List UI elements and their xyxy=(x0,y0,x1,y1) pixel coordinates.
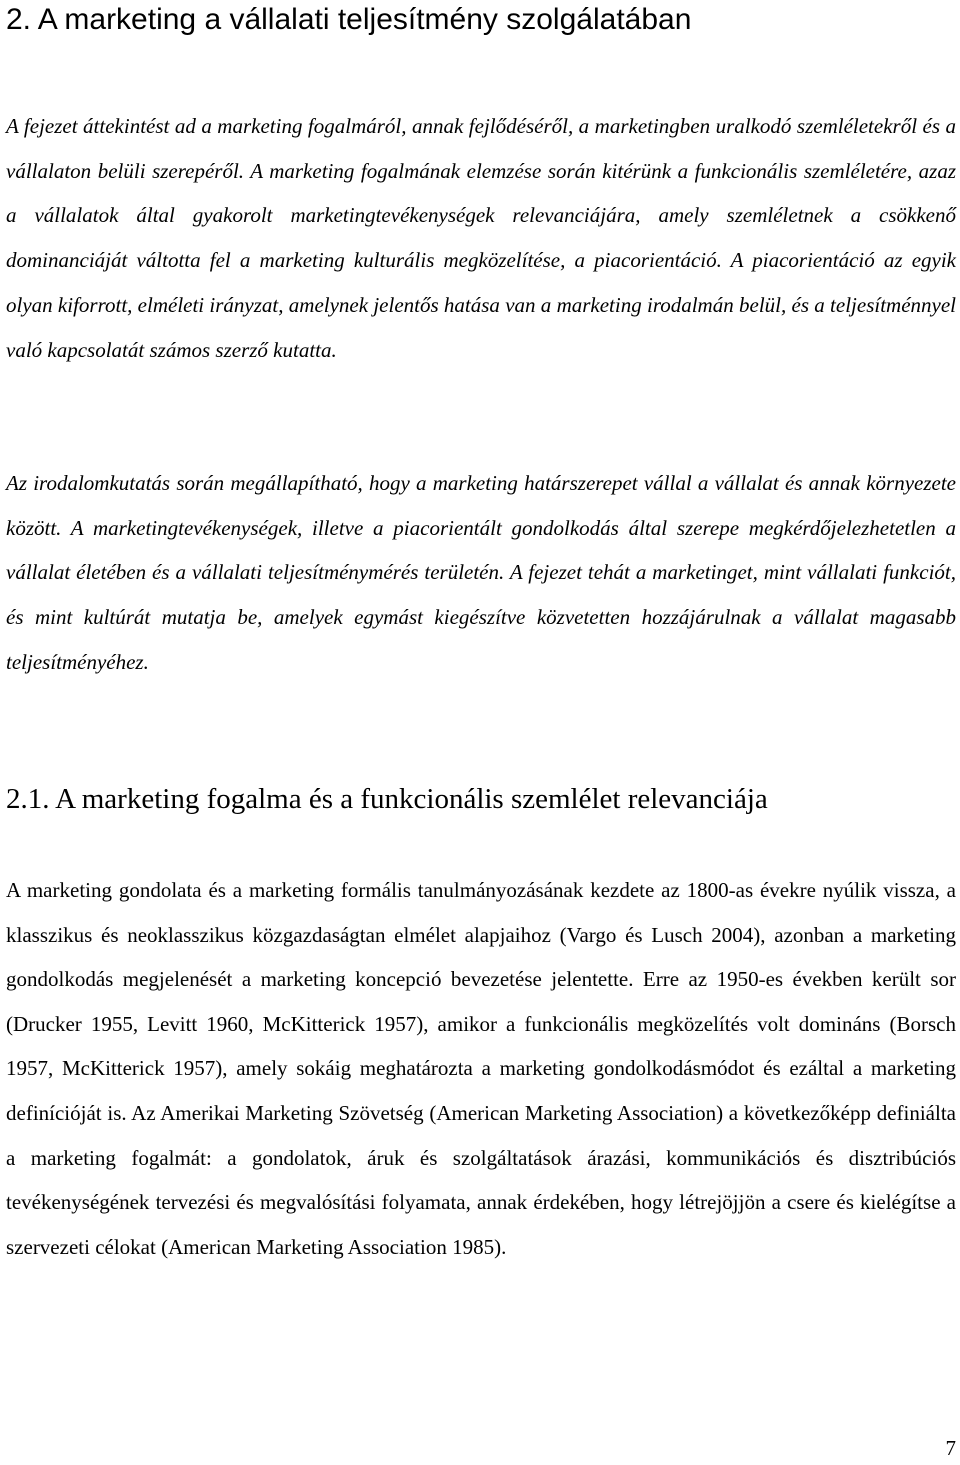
document-page xyxy=(6,0,956,1465)
section-title: 2.1. A marketing fogalma és a funkcionális szemlélet relevanciája xyxy=(6,783,768,815)
chapter-title: 2. A marketing a vállalati teljesítmény szolgálatában xyxy=(6,3,692,36)
page-number: 7 xyxy=(945,1436,956,1460)
section-paragraph-1: A marketing gondolata és a marketing formális tanulmányozásának kezdete az 1800-as évekre nyúlik vissza, a klasszikus és neoklasszikus közgazdaságtan elmélet alapjaihoz (Vargo és Lusch 2004), azonban a marketing gondolkodás megjelenését a marketing koncepció bevezetése jelentette. Erre az 1950-es években került sor (Drucker 1955, Levitt 1960, McKitterick 1957), amikor a funkcionális megközelítés volt domináns (Borsch 1957, McKitterick 1957), amely sokáig meghatározta a marketing gondolkodásmódot és ezáltal a marketing definícióját is. Az Amerikai Marketing Szövetség (American Marketing Association) a következőképp definiálta a marketing fogalmát: a gondolatok, áruk és szolgáltatások árazási, kommunikációs és disztribúciós tevékenységének tervezési és megvalósítási folyamata, annak érdekében, hogy létrejöjjön a csere és kielégítse a szervezeti célokat (American Marketing Association 1985). xyxy=(6,878,956,1259)
intro-paragraph-1: A fejezet áttekintést ad a marketing fogalmáról, annak fejlődéséről, a marketingben uralkodó szemléletekről és a vállalaton belüli szerepéről. A marketing fogalmának elemzése során kitérünk a funkcionális szemléletére, azaz a vállalatok által gyakorolt marketingtevékenységek relevanciájára, amely szemléletnek a csökkenő dominanciáját váltotta fel a marketing kulturális megközelítése, a piacorientáció. A piacorientáció az egyik olyan kiforrott, elméleti irányzat, amelynek jelentős hatása van a marketing irodalmán belül, és a teljesítménnyel való kapcsolatát számos szerző kutatta. xyxy=(6,114,956,362)
intro-paragraph-2: Az irodalomkutatás során megállapítható, hogy a marketing határszerepet vállal a vállalat és annak környezete között. A marketingtevékenységek, illetve a piacorientált gondolkodás által szerepe megkérdőjelezhetetlen a vállalat életében és a vállalati teljesítménymérés területén. A fejezet tehát a marketinget, mint vállalati funkciót, és mint kultúrát mutatja be, amelyek egymást kiegészítve közvetetten hozzájárulnak a vállalat magasabb teljesítményéhez. xyxy=(6,471,956,674)
